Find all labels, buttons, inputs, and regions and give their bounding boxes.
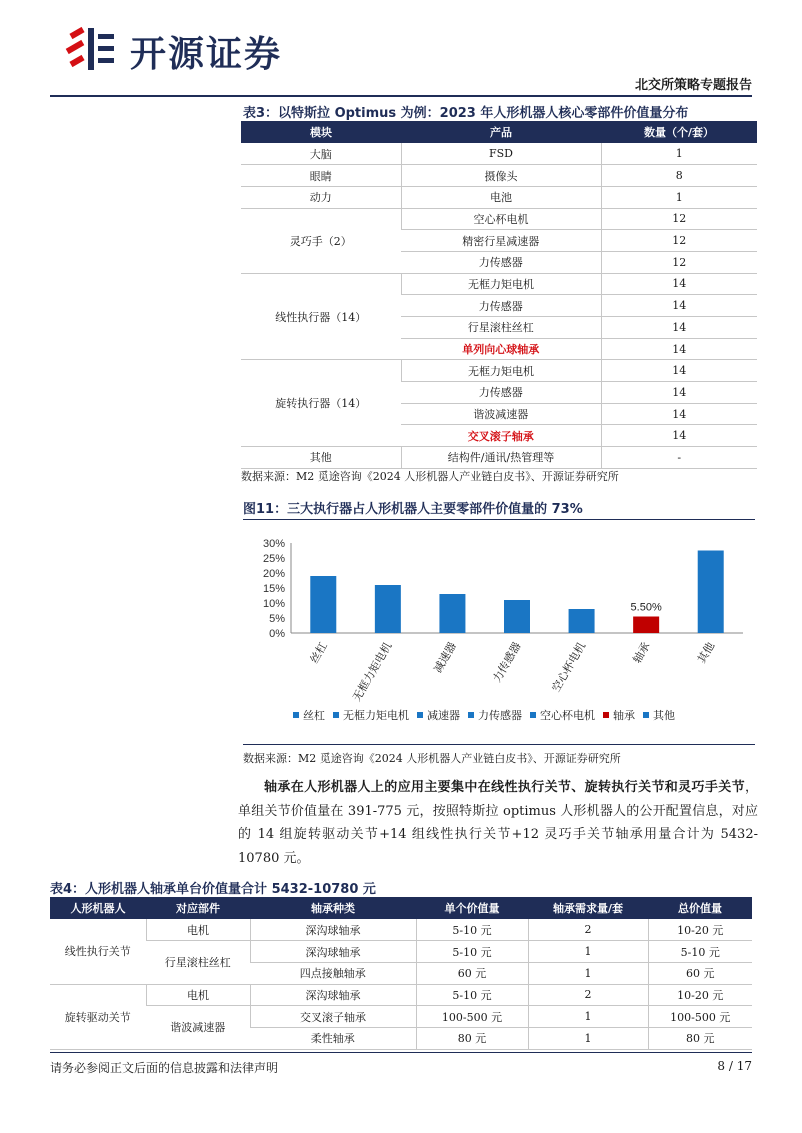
x-tick-label: 无框力矩电机 [350, 640, 395, 704]
legend-swatch [417, 712, 423, 718]
table3-module-cell: 动力 [241, 186, 401, 208]
y-tick-label: 25% [262, 553, 285, 565]
table4-type-cell: 柔性轴承 [250, 1027, 416, 1049]
footer-divider [50, 1052, 752, 1053]
table3-qty-cell: 14 [601, 382, 757, 404]
table3-qty-cell: 14 [601, 317, 757, 339]
table3-header-row [241, 121, 757, 143]
y-tick-label: 5% [269, 613, 285, 625]
table3-module-cell: 眼睛 [241, 165, 401, 187]
table3-qty-cell: 12 [601, 230, 757, 252]
x-tick-label: 丝杠 [307, 640, 330, 666]
table3-product-cell: FSD [401, 143, 601, 165]
table3-product-cell: 力传感器 [401, 295, 601, 317]
table3-product-cell: 摄像头 [401, 165, 601, 187]
figure11-top-rule [243, 519, 755, 520]
table3-product-cell: 结构件/通讯/热管理等 [401, 447, 601, 469]
table3-qty-cell: 12 [601, 208, 757, 230]
table3-product-cell: 单列向心球轴承 [401, 338, 601, 360]
table4-count-cell: 1 [528, 941, 648, 963]
table3-qty-cell: 14 [601, 360, 757, 382]
bar-空心杯电机 [569, 609, 595, 633]
y-tick-label: 20% [262, 568, 285, 580]
figure11-bottom-rule [243, 744, 755, 745]
table4-unit-cell: 100-500 元 [416, 1006, 528, 1028]
table3-header-qty: 数量（个/套） [601, 121, 757, 143]
bar-其他 [698, 551, 724, 634]
y-tick-label: 0% [269, 628, 285, 640]
paragraph-bold: 轴承在人形机器人上的应用主要集中在线性执行关节、旋转执行关节和灵巧手关节 [264, 780, 745, 795]
table3-qty-cell: 14 [601, 295, 757, 317]
table3-qty-cell: 14 [601, 403, 757, 425]
table3-product-cell: 交叉滚子轴承 [401, 425, 601, 447]
table3-source: 数据来源：M2 觅途咨询《2024 人形机器人产业链白皮书》、开源证券研究所 [241, 470, 619, 483]
legend-label: 其他 [653, 709, 675, 722]
bar-无框力矩电机 [375, 585, 401, 633]
table4-type-cell: 四点接触轴承 [250, 962, 416, 984]
bar-减速器 [439, 594, 465, 633]
table4-count-cell: 1 [528, 1027, 648, 1049]
table4-count-cell: 2 [528, 984, 648, 1006]
y-tick-label: 15% [262, 583, 285, 595]
table3-header-module: 模块 [241, 121, 401, 143]
legend-label: 丝杠 [303, 709, 325, 722]
table3-product-cell: 谐波减速器 [401, 403, 601, 425]
table4-row [50, 919, 752, 941]
table3-title: 表3：以特斯拉 Optimus 为例：2023 年人形机器人核心零部件价值量分布 [243, 106, 689, 121]
table4-row [50, 984, 752, 1006]
table3-product-cell: 行星滚柱丝杠 [401, 317, 601, 339]
table4-type-cell: 深沟球轴承 [250, 984, 416, 1006]
table3-product-cell: 无框力矩电机 [401, 273, 601, 295]
table3-row [241, 208, 757, 230]
bar-力传感器 [504, 600, 530, 633]
table4-part-cell: 行星滚柱丝杠 [146, 941, 250, 984]
table4-part-cell: 电机 [146, 919, 250, 941]
table4-total-cell: 60 元 [648, 962, 752, 984]
body-paragraph [238, 776, 758, 870]
table4-unit-cell: 5-10 元 [416, 941, 528, 963]
table4-count-cell: 2 [528, 919, 648, 941]
legend-swatch [530, 712, 536, 718]
page-number: 8 / 17 [717, 1059, 752, 1073]
table4-total-cell: 100-500 元 [648, 1006, 752, 1028]
table4-unit-cell: 60 元 [416, 962, 528, 984]
table4-part-cell: 谐波减速器 [146, 1006, 250, 1049]
table4-unit-cell: 5-10 元 [416, 984, 528, 1006]
table4-unit-cell: 5-10 元 [416, 919, 528, 941]
table4-header-total: 总价值量 [648, 897, 752, 919]
legend-label: 轴承 [613, 709, 635, 722]
table4 [50, 897, 752, 1050]
table3-row [241, 447, 757, 469]
table4-row [50, 941, 752, 963]
x-tick-label: 减速器 [431, 640, 460, 676]
table3-module-cell: 大脑 [241, 143, 401, 165]
table3-row [241, 273, 757, 295]
figure11-source: 数据来源：M2 觅途咨询《2024 人形机器人产业链白皮书》、开源证券研究所 [243, 752, 621, 765]
table3-product-cell: 空心杯电机 [401, 208, 601, 230]
table3-qty-cell: 14 [601, 425, 757, 447]
legend-label: 力传感器 [478, 709, 522, 722]
table4-header-robot: 人形机器人 [50, 897, 146, 919]
table4-count-cell: 1 [528, 962, 648, 984]
table3-row [241, 165, 757, 187]
header-divider [50, 95, 752, 97]
table4-header-unit: 单个价值量 [416, 897, 528, 919]
table3-qty-cell: 14 [601, 273, 757, 295]
table4-row [50, 1006, 752, 1028]
legend-swatch [603, 712, 609, 718]
table3-module-cell: 旋转执行器（14） [241, 360, 401, 447]
table4-total-cell: 10-20 元 [648, 984, 752, 1006]
footer-disclaimer: 请务必参阅正文后面的信息披露和法律声明 [50, 1061, 279, 1075]
table4-title: 表4：人形机器人轴承单台价值量合计 5432-10780 元 [50, 882, 376, 897]
table3-row [241, 360, 757, 382]
table4-robot-cell: 旋转驱动关节 [50, 984, 146, 1049]
table3-module-cell: 灵巧手（2） [241, 208, 401, 273]
table3-row [241, 143, 757, 165]
table3-product-cell: 电池 [401, 186, 601, 208]
table4-unit-cell: 80 元 [416, 1027, 528, 1049]
table4-type-cell: 深沟球轴承 [250, 919, 416, 941]
figure11-title: 图11：三大执行器占人形机器人主要零部件价值量的 73% [243, 502, 583, 517]
table3-product-cell: 无框力矩电机 [401, 360, 601, 382]
figure11-bar-chart [243, 525, 755, 740]
table4-total-cell: 10-20 元 [648, 919, 752, 941]
legend-swatch [293, 712, 299, 718]
table4-robot-cell: 线性执行关节 [50, 919, 146, 984]
table3-product-cell: 精密行星减速器 [401, 230, 601, 252]
table3 [241, 121, 757, 469]
x-tick-label: 空心杯电机 [549, 640, 589, 695]
table4-header-type: 轴承种类 [250, 897, 416, 919]
bar-轴承 [633, 617, 659, 634]
y-tick-label: 10% [262, 598, 285, 610]
x-tick-label: 其他 [695, 640, 718, 666]
page-header [0, 0, 802, 100]
table3-qty-cell: 8 [601, 165, 757, 187]
table3-qty-cell: 1 [601, 143, 757, 165]
bar-丝杠 [310, 576, 336, 633]
table4-header-row [50, 897, 752, 919]
table3-qty-cell: 14 [601, 338, 757, 360]
table4-header-part: 对应部件 [146, 897, 250, 919]
table4-part-cell: 电机 [146, 984, 250, 1006]
table4-count-cell: 1 [528, 1006, 648, 1028]
legend-label: 减速器 [427, 709, 460, 722]
kaiyuan-logo-icon [62, 24, 118, 74]
data-label: 5.50% [630, 601, 662, 614]
table4-total-cell: 80 元 [648, 1027, 752, 1049]
table4-total-cell: 5-10 元 [648, 941, 752, 963]
table3-qty-cell: 12 [601, 251, 757, 273]
table4-type-cell: 交叉滚子轴承 [250, 1006, 416, 1028]
report-type: 北交所策略专题报告 [634, 78, 752, 93]
table4-type-cell: 深沟球轴承 [250, 941, 416, 963]
legend-swatch [643, 712, 649, 718]
x-tick-label: 力传感器 [490, 640, 524, 685]
legend-swatch [468, 712, 474, 718]
table3-qty-cell: 1 [601, 186, 757, 208]
paragraph-rest: ，单组关节价值量在 391-775 元，按照特斯拉 optimus 人形机器人的公开配置信息，对应的 14 组旋转驱动关节+14 组线性执行关节+12 灵巧手关节轴承用量合计为 5432-10780 元。 [238, 780, 758, 866]
table3-row [241, 186, 757, 208]
y-tick-label: 30% [262, 538, 285, 550]
legend-label: 空心杯电机 [540, 709, 595, 722]
x-tick-label: 轴承 [630, 640, 653, 666]
table3-qty-cell: - [601, 447, 757, 469]
table3-product-cell: 力传感器 [401, 382, 601, 404]
table3-product-cell: 力传感器 [401, 251, 601, 273]
legend-label: 无框力矩电机 [343, 709, 409, 722]
table3-module-cell: 其他 [241, 447, 401, 469]
legend-swatch [333, 712, 339, 718]
table4-header-count: 轴承需求量/套 [528, 897, 648, 919]
table3-module-cell: 线性执行器（14） [241, 273, 401, 360]
brand-name: 开源证券 [130, 34, 283, 75]
table3-header-product: 产品 [401, 121, 601, 143]
